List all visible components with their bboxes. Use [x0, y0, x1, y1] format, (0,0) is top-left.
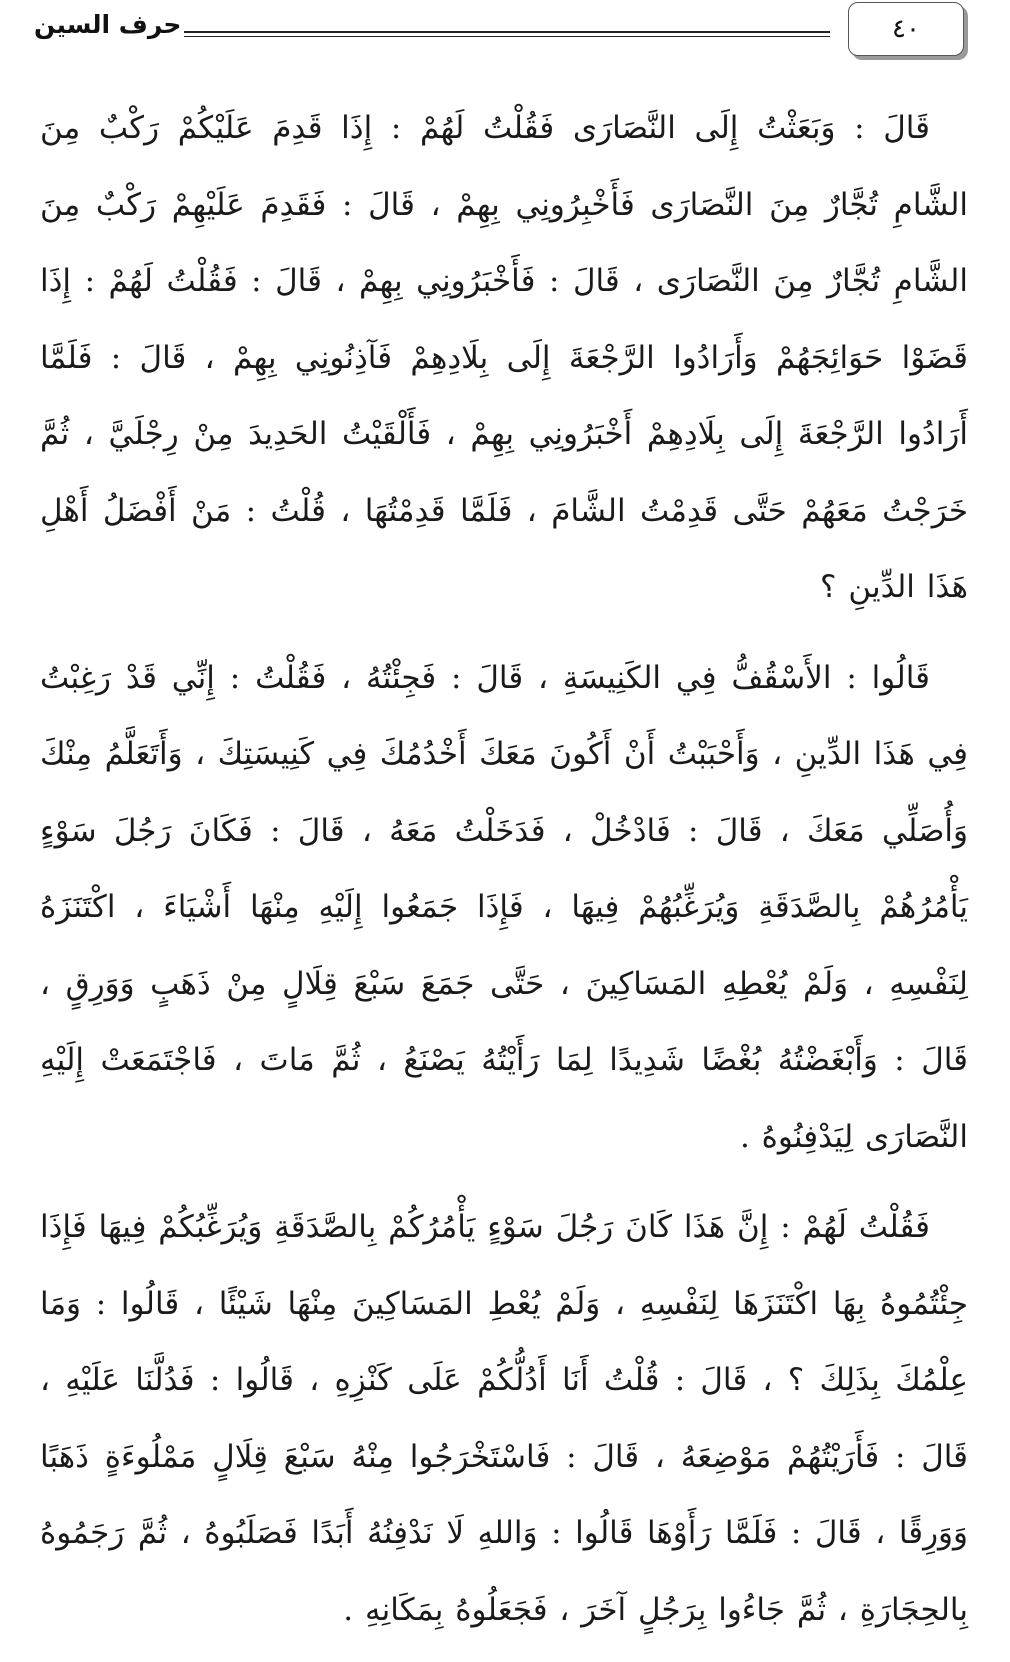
paragraph-text: قَالَ : وَبَعَثْتُ إِلَى النَّصَارَى فَقُلْتُ لَهُمْ : إِذَا قَدِمَ عَلَيْكُمْ رَكْبٌ مِنَ الشَّامِ تُجَّارٌ مِنَ النَّصَارَى فَأَخْبِرُونِي بِهِمْ ، قَالَ : فَقَدِمَ عَلَيْهِمْ رَكْبٌ مِنَ الشَّامِ تُجَّارٌ مِنَ النَّصَارَى ، قَالَ : فَأَخْبَرُونِي بِهِمْ ، قَالَ : فَقُلْتُ لَهُمْ : إِذَا قَضَوْا حَوَائِجَهُمْ وَأَرَادُوا الرَّجْعَةَ إِلَى بِلَادِهِمْ فَآذِنُونِي بِهِمْ ، قَالَ : فَلَمَّا أَرَادُوا الرَّجْعَةَ إِلَى بِلَادِهِمْ أَخْبَرُونِي بِهِمْ ، فَأَلْقَيْتُ الحَدِيدَ مِنْ رِجْلَيَّ ، ثُمَّ خَرَجْتُ مَعَهُمْ حَتَّى قَدِمْتُ الشَّامَ ، فَلَمَّا قَدِمْتُهَا ، قُلْتُ : مَنْ أَفْضَلُ أَهْلِ هَذَا الدِّينِ ؟ — [40, 110, 968, 605]
header-rule — [184, 31, 830, 37]
paragraph-2 — [40, 640, 968, 1176]
page-header — [34, 0, 964, 64]
paragraph-text: فَقُلْتُ لَهُمْ : إِنَّ هَذَا كَانَ رَجُلَ سَوْءٍ يَأْمُرُكُمْ بِالصَّدَقَةِ وَيُرَغِّبُكُمْ فِيهَا فَإِذَا جِئْتُمُوهُ بِهَا اكْتَنَزَهَا لِنَفْسِهِ ، وَلَمْ يُعْطِ المَسَاكِينَ مِنْهَا شَيْئًا ، قَالُوا : وَمَا عِلْمُكَ بِذَلِكَ ؟ ، قَالَ : قُلْتُ أَنَا أَدُلُّكُمْ عَلَى كَنْزِهِ ، قَالُوا : فَدُلَّنَا عَلَيْهِ ، قَالَ : فَأَرَيْتُهُمْ مَوْضِعَهُ ، قَالَ : فَاسْتَخْرَجُوا مِنْهُ سَبْعَ قِلَالٍ مَمْلُوءَةٍ ذَهَبًا وَوَرِقًا ، قَالَ : فَلَمَّا رَأَوْهَا قَالُوا : وَاللهِ لَا نَدْفِنُهُ أَبَدًا فَصَلَبُوهُ ، ثُمَّ رَجَمُوهُ بِالحِجَارَةِ ، ثُمَّ جَاءُوا بِرَجُلٍ آخَرَ ، فَجَعَلُوهُ بِمَكَانِهِ . — [40, 1209, 968, 1628]
page-number: ٤٠ — [892, 14, 920, 44]
page-number-box — [848, 2, 964, 56]
paragraph-1 — [40, 90, 968, 626]
paragraph-text: قَالُوا : الأَسْقُفُّ فِي الكَنِيسَةِ ، قَالَ : فَجِئْتُهُ ، فَقُلْتُ : إِنِّي قَدْ رَغِبْتُ فِي هَذَا الدِّينِ ، وَأَحْبَبْتُ أَنْ أَكُونَ مَعَكَ أَخْدُمُكَ فِي كَنِيسَتِكَ ، وَأَتَعَلَّمُ مِنْكَ وَأُصَلِّي مَعَكَ ، قَالَ : فَادْخُلْ ، فَدَخَلْتُ مَعَهُ ، قَالَ : فَكَانَ رَجُلَ سَوْءٍ يَأْمُرُهُمْ بِالصَّدَقَةِ وَيُرَغِّبُهُمْ فِيهَا ، فَإِذَا جَمَعُوا إِلَيْهِ مِنْهَا أَشْيَاءَ ، اكْتَنَزَهُ لِنَفْسِهِ ، وَلَمْ يُعْطِهِ المَسَاكِينَ ، حَتَّى جَمَعَ سَبْعَ قِلَالٍ مِنْ ذَهَبٍ وَوَرِقٍ ، قَالَ : وَأَبْغَضْتُهُ بُغْضًا شَدِيدًا لِمَا رَأَيْتُهُ يَصْنَعُ ، ثُمَّ مَاتَ ، فَاجْتَمَعَتْ إِلَيْهِ النَّصَارَى لِيَدْفِنُوهُ . — [40, 659, 968, 1155]
body-text — [40, 90, 968, 1662]
section-title: حرف السين — [34, 10, 182, 39]
paragraph-3 — [40, 1189, 968, 1648]
